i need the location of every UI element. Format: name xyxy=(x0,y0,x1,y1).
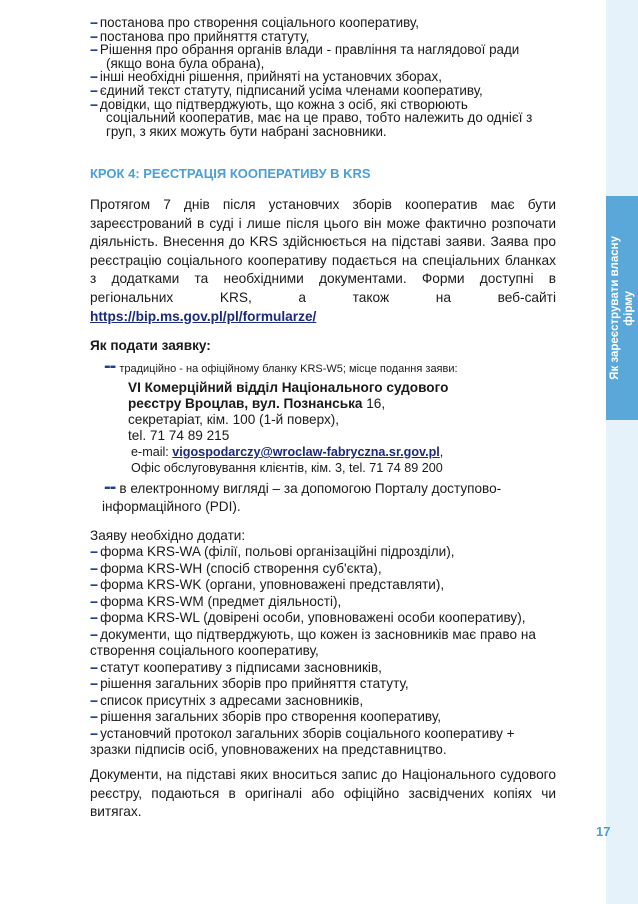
dash-marker: -- xyxy=(90,626,98,642)
list-item-text: статут кооперативу з підписами засновників, xyxy=(100,659,382,675)
list-item xyxy=(90,16,556,30)
list-item-text: єдиний текст статуту, підписаний усіма членами кооперативу, xyxy=(99,82,483,98)
list-item-text: форма KRS-WM (предмет діяльності), xyxy=(100,593,342,609)
list-item xyxy=(90,610,556,627)
dash-marker: -- xyxy=(90,96,97,112)
paragraph-line: з додатками та необхідними документами. Форми доступні в xyxy=(90,271,556,287)
registration-paragraph xyxy=(90,196,556,326)
email-label: e-mail: xyxy=(131,445,173,459)
list-item xyxy=(90,544,556,561)
list-item-text: установчий протокол загальних зборів соціального кооперативу + xyxy=(100,725,515,741)
list-item-text: форма KRS-WL (довірені особи, уповноважені особи кооперативу), xyxy=(100,610,526,625)
list-item xyxy=(90,660,556,677)
attach-heading: Заяву необхідно додати: xyxy=(90,528,246,543)
list-item-text: список присутніх з адресами засновників, xyxy=(100,692,364,708)
office-email-link[interactable]: vigospodarczy@wroclaw-fabryczna.sr.gov.pl xyxy=(172,445,440,459)
paragraph-line: регіональних KRS, а також на веб-сайті xyxy=(90,289,556,305)
list-item xyxy=(90,561,556,578)
list-item xyxy=(90,709,556,726)
list-item-text: форма KRS-WH (спосіб створення суб'єкта), xyxy=(100,560,382,576)
side-strip-top xyxy=(606,0,638,196)
list-item xyxy=(90,726,556,743)
secretariat: секретаріат, кім. 100 (1-й поверх), xyxy=(128,412,340,427)
electronic-line-1: в електронному вигляді – за допомогою Порталу доступово- xyxy=(119,481,502,496)
dash-marker: -- xyxy=(90,725,98,741)
list-item-continuation: (якщо вона була обрана), xyxy=(106,55,265,71)
list-item-continuation: зразки підписів осіб, уповноважених на представництво. xyxy=(90,742,447,757)
list-item xyxy=(90,577,556,594)
list-item-continuation: створення соціального кооперативу, xyxy=(90,643,319,658)
step-heading: КРОК 4: РЕЄСТРАЦІЯ КООПЕРАТИВУ В KRS xyxy=(90,166,371,181)
list-item xyxy=(90,84,556,98)
list-item xyxy=(90,594,556,611)
dash-marker: -- xyxy=(90,610,98,625)
list-item-continuation: соціальний кооператив, має на це право, тобто належить до однієї з xyxy=(106,110,533,126)
list-item-text: Рішення про обрання органів влади - правління та наглядової ради xyxy=(99,42,520,58)
section-side-tab xyxy=(606,196,638,420)
forms-link[interactable]: https://bip.ms.gov.pl/pl/formularze/ xyxy=(90,308,317,324)
dash-marker: -- xyxy=(90,593,98,609)
dash-marker: -- xyxy=(90,15,97,30)
dash-marker: -- xyxy=(90,560,98,576)
list-item xyxy=(90,70,556,84)
dash-marker: -- xyxy=(90,28,97,44)
dash-marker: -- xyxy=(104,355,116,377)
list-item xyxy=(90,627,556,644)
paragraph-line: Документи, на підставі яких вноситься запис до Національного судового xyxy=(90,767,556,782)
dash-marker: -- xyxy=(90,577,98,592)
dash-marker: -- xyxy=(90,42,97,58)
dash-marker: -- xyxy=(90,659,98,675)
side-strip-bottom xyxy=(606,420,638,904)
final-paragraph xyxy=(90,766,556,822)
paragraph-line: реєстрацію соціального кооперативу подається на спеціальних бланках xyxy=(90,252,556,268)
dash-marker: -- xyxy=(90,82,97,98)
traditional-filing xyxy=(90,355,556,476)
electronic-filing xyxy=(90,476,556,516)
office-name-1: VI Комерційний відділ Національного судового xyxy=(128,380,449,395)
dash-marker: -- xyxy=(90,544,98,559)
dash-marker: -- xyxy=(90,69,97,85)
list-item xyxy=(90,676,556,693)
paragraph-line: витягах. xyxy=(90,804,142,820)
electronic-line-2: інформаційного (PDI). xyxy=(102,499,241,514)
how-to-heading: Як подати заявку: xyxy=(90,338,211,353)
paragraph-line: зареєстрований в суді і лише після цього він може фактично розпочати xyxy=(90,215,556,231)
dash-marker: -- xyxy=(90,709,98,724)
documents-list xyxy=(90,16,556,138)
list-item-text: постанова про прийняття статуту, xyxy=(99,28,310,44)
dash-marker: -- xyxy=(90,692,98,708)
side-tab-line-1: Як зареєструвати власну xyxy=(609,236,621,380)
paragraph-line: Протягом 7 днів після установчих зборів кооператив має бути xyxy=(90,197,556,212)
side-tab-line-2: фірму xyxy=(623,290,635,326)
list-item-text: документи, що підтверджують, що кожен із засновників має право на xyxy=(100,626,536,642)
office-phone: tel. 71 74 89 215 xyxy=(128,428,230,443)
list-item-continuation: груп, з яких можуть бути набрані засновники. xyxy=(106,123,387,139)
list-item-text: форма KRS-WK (органи, уповноважені представляти), xyxy=(100,577,445,592)
list-item xyxy=(90,98,556,112)
list-item-text: довідки, що підтверджують, що кожна з осіб, які створюють xyxy=(99,96,468,112)
dash-marker: -- xyxy=(104,476,116,498)
list-item xyxy=(90,43,556,57)
email-comma: , xyxy=(439,445,444,459)
page-number: 17 xyxy=(596,824,611,839)
office-name-2: реєстру Вроцлав, вул. Познанська xyxy=(128,396,363,411)
list-item xyxy=(90,693,556,710)
list-item-text: рішення загальних зборів про створення кооперативу, xyxy=(100,709,442,724)
list-item-text: рішення загальних зборів про прийняття статуту, xyxy=(100,676,409,691)
attachments-list xyxy=(90,544,556,759)
service-office: Офіс обслуговування клієнтів, кім. 3, tel. 71 74 89 200 xyxy=(131,461,443,475)
list-item-text: форма KRS-WA (філії, польові організаційні підрозділи), xyxy=(100,544,455,559)
paragraph-line: реєстру, подаються в оригіналі або офіційно засвідчених копіях чи xyxy=(90,785,556,801)
list-item-text: постанова про створення соціального кооперативу, xyxy=(99,15,419,30)
traditional-intro: традиційно - на офіційному бланку KRS-W5; місце подання заяви: xyxy=(119,363,458,375)
list-item xyxy=(90,30,556,44)
office-number: 16, xyxy=(362,396,386,411)
dash-marker: -- xyxy=(90,676,98,691)
list-item-text: інші необхідні рішення, прийняті на установчих зборах, xyxy=(99,69,442,85)
paragraph-line: діяльність. Внесення до KRS здійснюється на підставі заяви. Заява про xyxy=(90,234,556,250)
